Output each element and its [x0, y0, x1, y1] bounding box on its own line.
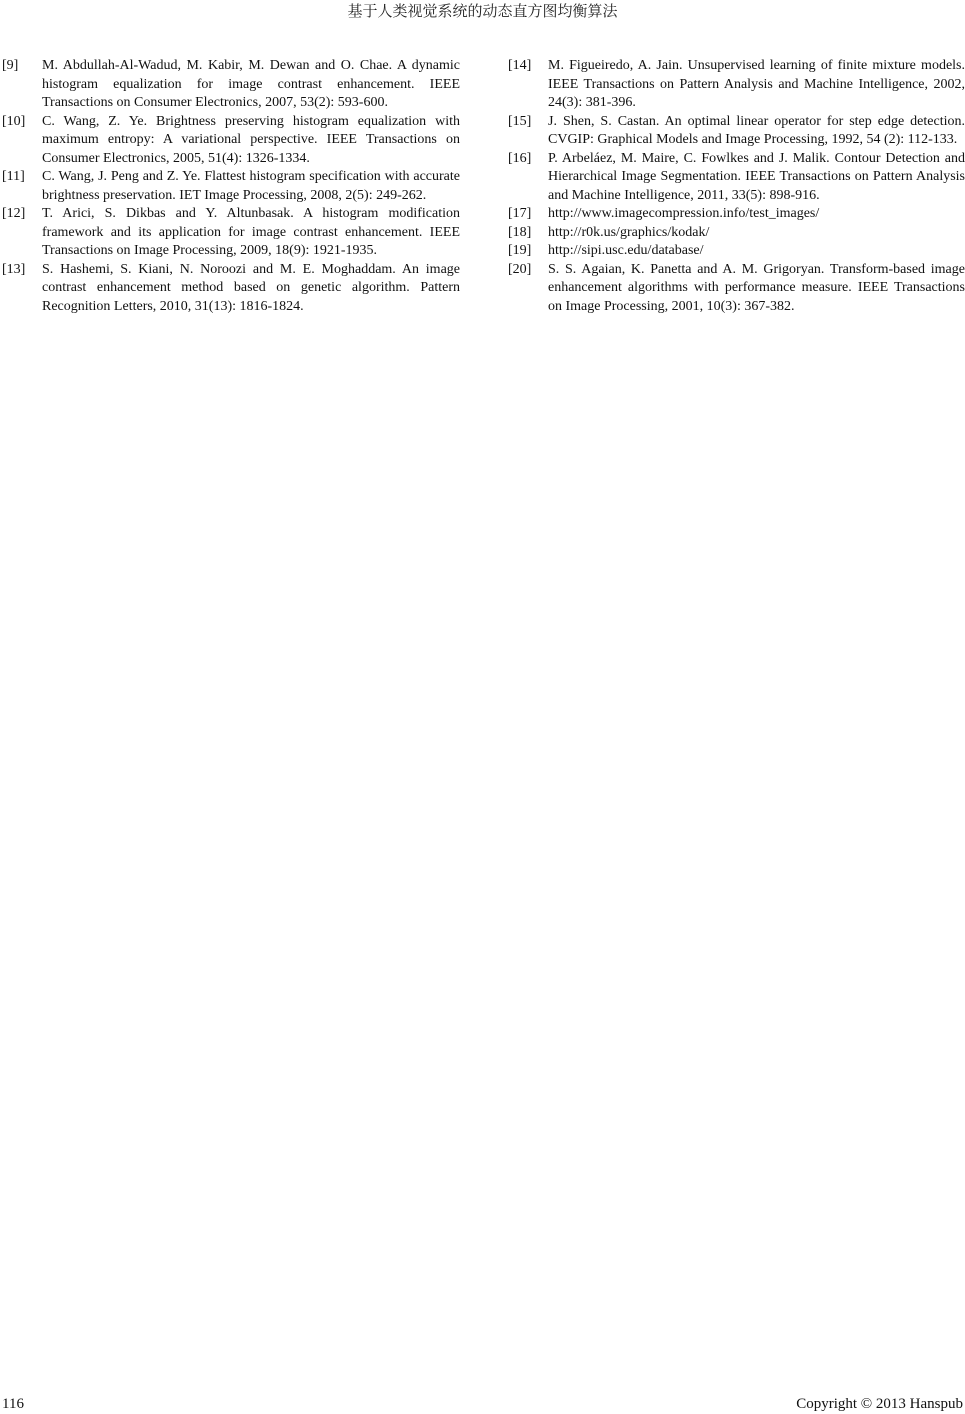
reference-item [508, 261, 965, 317]
reference-number: [16] [508, 150, 532, 166]
reference-item [2, 261, 460, 317]
running-title: 基于人类视觉系统的动态直方图均衡算法 [347, 2, 618, 20]
reference-item [508, 113, 965, 150]
reference-text: S. S. Agaian, K. Panetta and A. M. Grigoryan. Transform-based image enhancement algorithms with performance measure. IEEE Transactions on Image Processing, 2001, 10(3): 367-382. [548, 261, 965, 314]
reference-url[interactable]: http://r0k.us/graphics/kodak/ [548, 224, 710, 240]
reference-text: C. Wang, J. Peng and Z. Ye. Flattest histogram specification with accurate brightness preservation. IET Image Processing, 2008, 2(5): 249-262. [42, 169, 460, 203]
reference-item [508, 242, 965, 261]
reference-number: [10] [2, 113, 26, 129]
reference-number: [18] [508, 224, 532, 240]
references-right-column [508, 57, 965, 316]
reference-text: T. Arici, S. Dikbas and Y. Altunbasak. A histogram modification framework and its application for image contrast enhancement. IEEE Transactions on Image Processing, 2009, 18(9): 1921-1935. [42, 206, 460, 258]
reference-number: [12] [2, 206, 26, 221]
reference-text: J. Shen, S. Castan. An optimal linear operator for step edge detection. CVGIP: Graphical Models and Image Processing, 1992, 54 (2): 112-133. [548, 113, 965, 147]
reference-text: C. Wang, Z. Ye. Brightness preserving histogram equalization with maximum entropy: A variational perspective. IEEE Transactions on Consumer Electronics, 2005, 51(4): 1326-1334. [42, 113, 460, 166]
reference-item [508, 205, 965, 224]
reference-item [2, 168, 460, 205]
reference-number: [19] [508, 243, 532, 258]
page-number: 116 [2, 1396, 24, 1412]
reference-number: [13] [2, 261, 26, 277]
reference-number: [17] [508, 206, 532, 221]
reference-text: S. Hashemi, S. Kiani, N. Noroozi and M. E. Moghaddam. An image contrast enhancement method based on genetic algorithm. Pattern Recognition Letters, 2010, 31(13): 1816-1824. [42, 261, 460, 314]
reference-number: [14] [508, 58, 532, 73]
references-left-column [2, 57, 460, 316]
reference-text: M. Figueiredo, A. Jain. Unsupervised learning of finite mixture models. IEEE Transactions on Pattern Analysis and Machine Intelligence, 2002, 24(3): 381-396. [548, 58, 965, 110]
reference-number: [15] [508, 113, 532, 129]
reference-number: [11] [2, 169, 25, 184]
reference-number: [9] [2, 58, 19, 73]
reference-item [2, 205, 460, 261]
copyright-notice: Copyright © 2013 Hanspub [796, 1396, 963, 1412]
reference-item [508, 224, 965, 243]
reference-url[interactable]: http://sipi.usc.edu/database/ [548, 243, 704, 258]
reference-url[interactable]: http://www.imagecompression.info/test_images/ [548, 206, 820, 221]
reference-item [2, 113, 460, 169]
reference-item [508, 150, 965, 206]
reference-item [508, 57, 965, 113]
reference-number: [20] [508, 261, 532, 277]
reference-text: P. Arbeláez, M. Maire, C. Fowlkes and J. Malik. Contour Detection and Hierarchical Image Segmentation. IEEE Transactions on Pattern Analysis and Machine Intelligence, 2011, 33(5): 898-916. [548, 150, 965, 203]
reference-text: M. Abdullah-Al-Wadud, M. Kabir, M. Dewan and O. Chae. A dynamic histogram equalization for image contrast enhancement. IEEE Transactions on Consumer Electronics, 2007, 53(2): 593-600. [42, 58, 460, 110]
reference-item [2, 57, 460, 113]
